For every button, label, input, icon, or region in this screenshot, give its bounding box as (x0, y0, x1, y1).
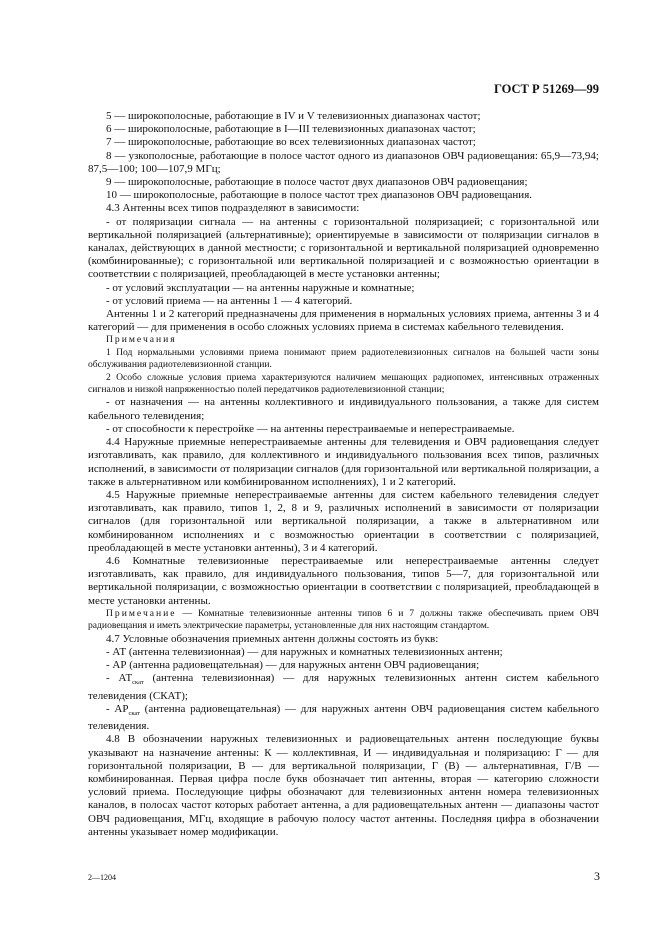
paragraph: 4.8 В обозначении наружных телевизионных и радиовещательных антенн последующие буквы указывают на назначение антенны: К — коллективная, И — индивидуальная и поляризацию: Г — для горизонтальной поляризации, В — для вертикальной поляризации, Г (В) — альтернативная, Г/В — комбинированная. Первая цифра после букв обозначает тип антенны, вторая — категорию сложности условий приема. Последующие цифры обозначают для телевизионных антенн номера телевизионных каналов, в полосах частот которых работает антенна, а для радиовещательных антенн — диапазоны частот ОВЧ радиовещания, МГц, входящие в рабочую полосу частот антенны. Последняя цифра в обозначении антенны указывает номер модификации. (88, 733, 599, 838)
note-label: Примечание (106, 607, 177, 619)
paragraph: 4.5 Наружные приемные неперестраиваемые антенны для систем кабельного телевидения следует изготавливать, как правило, типов 1, 2, 8 и 9, различных исполнений в зависимости от поляризации сигналов (для горизонтальной или вертикальной поляризации, а также в альтернативном или комбинированном исполнениях и с возможностью ориентации в соответствии с поляризацией, преобладающей в месте установки антенны), 3 и 4 категорий. (88, 488, 599, 554)
paragraph: 4.3 Антенны всех типов подразделяют в зависимости: (106, 202, 360, 215)
paragraph: Антенны 1 и 2 категорий предназначены для применения в нормальных условиях приема, антенны 3 и 4 категорий — для применения в особо сложных условиях приема в системах кабельного телевидения. (88, 308, 599, 334)
paragraph (88, 672, 599, 703)
document-body (88, 110, 599, 839)
paragraph: - АР (антенна радиовещательная) — для наружных антенн ОВЧ радиовещания; (106, 658, 480, 671)
paragraph: 7 — широкополосные, работающие во всех телевизионных диапазонах частот; (106, 136, 476, 149)
paragraph: 6 — широкополосные, работающие в I—III телевизионных диапазонах частот; (106, 123, 476, 136)
abbrev: - АР (106, 702, 129, 715)
paragraph: 8 — узкополосные, работающие в полосе частот одного из диапазонов ОВЧ радиовещания: 65,9—73,94; 87,5—100; 100—107,9 МГц; (88, 149, 599, 175)
abbrev: - АТ (106, 672, 133, 685)
notes-heading: Примечания (106, 334, 177, 346)
paragraph: - от способности к перестройке — на антенны перестраиваемые и неперестраиваемые. (106, 422, 515, 435)
paragraph: 4.4 Наружные приемные неперестраиваемые антенны для телевидения и ОВЧ радиовещания следует изготавливать, как правило, для коллективного и индивидуального пользования всех типов, различных исполнений, в зависимости от поляризации сигналов (для горизонтальной или вертикальной поляризации, а также в альтернативном или комбинированном исполнениях), 1 и 2 категорий. (88, 436, 599, 488)
note-paragraph (88, 608, 599, 633)
paragraph: 10 — широкополосные, работающие в полосе частот трех диапазонов ОВЧ радиовещания. (106, 189, 532, 202)
text: (антенна радиовещательная) — для наружных антенн ОВЧ радиовещания систем кабельного телевидения. (88, 702, 599, 733)
paragraph: 9 — широкополосные, работающие в полосе частот двух диапазонов ОВЧ радиовещания; (106, 176, 528, 189)
paragraph: 5 — широкополосные, работающие в IV и V телевизионных диапазонах частот; (106, 110, 481, 122)
paragraph: - от условий эксплуатации — на антенны наружные и комнатные; (106, 281, 415, 294)
note-paragraph: 1 Под нормальными условиями приема понимают прием радиотелевизионных сигналов на большей части зоны обслуживания радиотелевизионной станции. (88, 346, 599, 371)
paragraph (88, 703, 599, 734)
note-paragraph: 2 Особо сложные условия приема характеризуются наличием мешающих радиопомех, интенсивных отраженных сигналов и низкой напряженностью полей передатчиков радиотелевизионной станции; (88, 371, 599, 396)
document-code-header: ГОСТ Р 51269—99 (493, 82, 599, 96)
paragraph: - АТ (антенна телевизионная) — для наружных и комнатных телевизионных антенн; (106, 645, 503, 658)
paragraph: 4.6 Комнатные телевизионные перестраиваемые или неперестраиваемые антенны следует изготавливать, как правило, для индивидуального пользования, типов 5—7, для горизонтальной или вертикальной поляризации, с возможностью ориентации в соответствии с поляризацией, преобладающей в месте установки антенны. (88, 554, 599, 607)
paragraph: - от назначения — на антенны коллективного и индивидуального пользования, а также для систем кабельного телевидения; (88, 396, 599, 422)
page-number: 3 (594, 869, 600, 883)
subscript: скат (132, 679, 144, 687)
note-text: — Комнатные телевизионные антенны типов 6 и 7 должны также обеспечивать прием ОВЧ радиовещания и иметь электрические параметры, установленные для них настоящим стандартом. (88, 607, 599, 632)
text: (антенна телевизионная) — для наружных телевизионных антенн систем кабельного телевидения (СКАТ); (88, 672, 600, 702)
print-code: 2—1204 (88, 873, 116, 882)
paragraph: 4.7 Условные обозначения приемных антенн должны состоять из букв: (106, 632, 439, 645)
paragraph: - от поляризации сигнала — на антенны с горизонтальной поляризацией; с горизонтальной или вертикальной поляризацией (альтернативные); ориентируемые в зависимости от поляризации сигналов в каналах, действующих в данной местности; с горизонтальной и вертикальной поляризацией одновременно (комбинированные); с горизонтальной или вертикальной поляризацией и с возможностью ориентации в соответствии с поляризацией, преобладающей в месте установки антенны; (88, 215, 599, 281)
subscript: скат (128, 709, 140, 717)
paragraph: - от условий приема — на антенны 1 — 4 категорий. (106, 294, 353, 307)
